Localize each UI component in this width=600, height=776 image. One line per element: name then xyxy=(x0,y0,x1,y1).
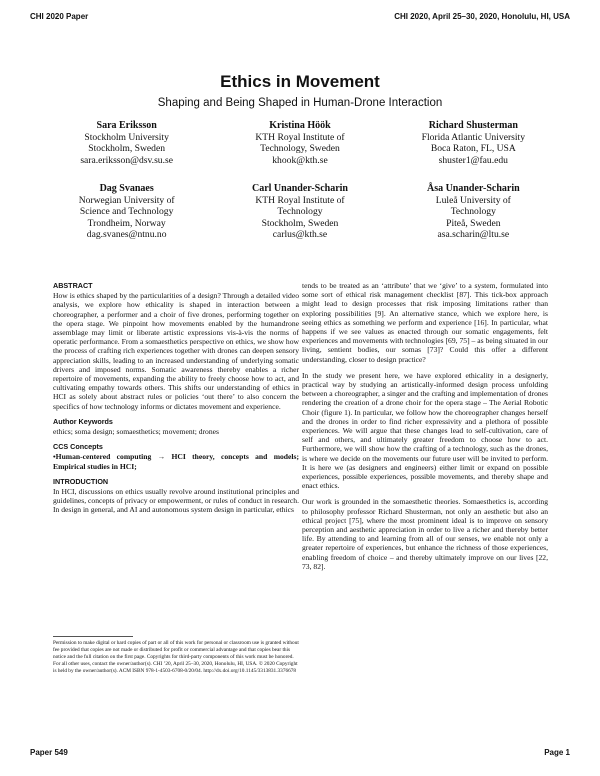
author-location: Trondheim, Norway xyxy=(87,217,166,229)
author-name: Dag Svanaes xyxy=(99,183,154,194)
body-paragraph: In the study we present here, we have explored ethicality in a designerly, practical way by studying an artistically-informed design process unfolding between a choreographer, a singer and the crafting and implementation of drones rendering the creation of a drone choir for the opera stage – The Aerial Robotic Choir (figure 1). In particular, we follow how the choreographer changes herself and the drones in order to find richer expressivity and a plethora of possible experiences. We will argue that these changes lead to self-cultivation, care of self and others, and ultimately greater freedom to choose how to act. Furthermore, we will show how the crafting of a technology, such as the drones, is where we decide on the movements our future user will be invited to perform. It is here we (as designers and engineers) either limit or expand on possible experiences, possible experiences, possible movements, and thereby shape and enact ethics. xyxy=(302,370,548,491)
left-column xyxy=(53,281,299,521)
author-email: carlus@kth.se xyxy=(272,229,328,241)
permission-text: Permission to make digital or hard copies of part or all of this work for personal or classroom use is granted without fee provided that copies are not made or distributed for profit or commercial advantage and that copies bear this notice and the full citation on the first page. Copyrights for third-party components of this work must be honored. For all other uses, contact the owner/author(s). CHI ’20, April 25–30, 2020, Honolulu, HI, USA. © 2020 Copyright is held by the owner/author(s). ACM ISBN 978-1-4503-6708-0/20/04. http://dx.doi.org/10.1145/3313831.3376678 xyxy=(53,640,299,674)
abstract-body: How is ethics shaped by the particularities of a design? Through a detailed video analysis, we explore how ethicality is shaped in interaction between a choreographer, a performer and a choir of five drones, performing together on the opera stage. We pinpoint how movements enabled by the humandrone assemblage may limit or liberate artistic expressions vis-à-vis the norms of operatic performance. From a somaesthetics perspective on ethics, we show how the process of crafting rich experiences together with drones can deepen sensory appreciation skills, leading to an increased understanding of underlying somatic drivers and imposed norms. Somatic awareness thereby enables a richer repertoire of movements, expanding the ability to freely choose how to act, and cultivating empathy towards others. This shifts our understanding of ethics in HCI as solely about abstract rules or policies ‘out there’ to also concern the specifics of how technology informs or dictates movement and experience. xyxy=(53,291,299,411)
author-affiliation: Technology, Sweden xyxy=(260,143,340,155)
footnote-rule xyxy=(53,636,133,637)
keywords-section xyxy=(53,417,299,436)
author-email: khook@kth.se xyxy=(272,154,328,166)
author-block xyxy=(387,183,560,241)
keywords-text: ethics; soma design; somaesthetics; movement; drones xyxy=(53,427,219,437)
author-affiliation: Norwegian University of xyxy=(78,194,175,206)
introduction-section xyxy=(53,477,299,515)
author-location: Piteå, Sweden xyxy=(446,217,501,229)
abstract-heading: ABSTRACT xyxy=(53,281,93,290)
author-name: Carl Unander-Scharin xyxy=(251,183,348,194)
author-affiliation: Science and Technology xyxy=(79,206,174,218)
running-header-left: CHI 2020 Paper xyxy=(30,12,89,21)
author-affiliation: Luleå University of xyxy=(435,194,511,206)
author-row-2 xyxy=(40,183,560,241)
ccs-text: •Human-centered computing → HCI theory, concepts and models; Empirical studies in HCI; xyxy=(53,452,299,471)
author-name: Richard Shusterman xyxy=(428,120,518,131)
right-column xyxy=(302,281,548,578)
body-paragraph: Our work is grounded in the somaesthetic theories. Somaesthetics is, according to philosophy professor Richard Shusterman, not only an aesthetic but also an ethical project [75], where the most prominent ideal is to improve on sensory perception and aesthetic appreciation in order to live a richer and thereby better life. By attending to and learning from all of our senses, we enable not only a greater repertoire of experiences, but enhance the richness of those experiences, enabling freedom of choice – and thereby ultimately improve on our lives [22, 73, 82]. xyxy=(302,497,548,571)
author-name: Åsa Unander-Scharin xyxy=(426,183,520,194)
author-email: sara.eriksson@dsv.su.se xyxy=(80,154,173,166)
keywords-heading: Author Keywords xyxy=(53,416,113,426)
permission-notice xyxy=(53,640,299,675)
paper-title: Ethics in Movement xyxy=(220,72,380,91)
author-name: Sara Eriksson xyxy=(96,120,157,131)
body-paragraph: tends to be treated as an ‘attribute’ that we ‘give’ to a system, formulated into some sort of ethical risk management checklist [87]. This tick-box approach might lead to design processes that risk imposing limitations rather than exploring possibilities [9]. An alternative stance, which we explore here, is seeing ethics as something we perform and experience [16]. In particular, what happens if we see values as enacted through our somatic engagements, felt experiences and movements with technologies [69, 75] – as being situated in our living, sentient bodies, our somas [73]? Could this offer a different understanding, closer to design practice? xyxy=(302,281,548,364)
introduction-body: In HCI, discussions on ethics usually revolve around institutional principles and guidelines, concepts of privacy or empowerment, or rules of conduct in research. In design in general, and AI and autonomous system design in particular, ethics xyxy=(53,487,299,515)
author-name: Kristina Höök xyxy=(269,120,331,131)
introduction-heading: INTRODUCTION xyxy=(53,476,109,486)
author-email: dag.svanes@ntnu.no xyxy=(86,229,167,241)
author-affiliation: Florida Atlantic University xyxy=(421,131,526,143)
author-affiliation: Technology xyxy=(277,206,323,218)
author-row-1 xyxy=(40,120,560,166)
running-header-right: CHI 2020, April 25–30, 2020, Honolulu, HI, USA xyxy=(394,12,570,21)
author-block xyxy=(213,120,386,166)
footer-page-number: Page 1 xyxy=(544,748,570,757)
author-block xyxy=(387,120,560,166)
author-affiliation: Technology xyxy=(450,206,496,218)
author-block xyxy=(40,120,213,166)
author-location: Boca Raton, FL, USA xyxy=(430,143,516,155)
ccs-heading: CCS Concepts xyxy=(53,442,103,452)
ccs-section xyxy=(53,442,299,471)
author-email: shuster1@fau.edu xyxy=(438,154,508,166)
author-email: asa.scharin@ltu.se xyxy=(437,229,510,241)
author-affiliation: Stockholm University xyxy=(84,131,169,143)
author-location: Stockholm, Sweden xyxy=(261,217,339,229)
paper-subtitle: Shaping and Being Shaped in Human-Drone Interaction xyxy=(157,97,443,109)
author-block xyxy=(40,183,213,241)
author-block xyxy=(213,183,386,241)
author-location: Stockholm, Sweden xyxy=(88,143,166,155)
abstract-section xyxy=(53,281,299,411)
author-affiliation: KTH Royal Institute of xyxy=(255,131,345,143)
footer-paper-number: Paper 549 xyxy=(30,748,68,757)
author-affiliation: KTH Royal Institute of xyxy=(255,194,345,206)
